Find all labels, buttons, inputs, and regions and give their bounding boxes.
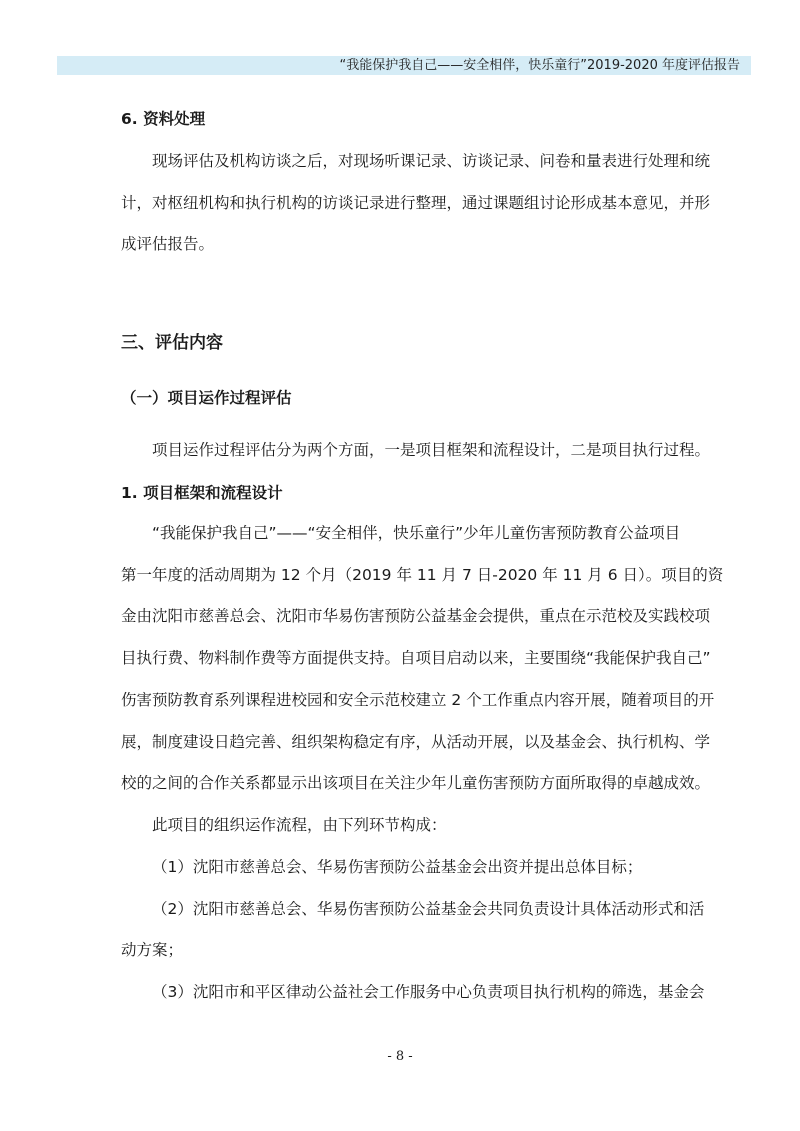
header-title: “我能保护我自己——安全相伴，快乐童行”2019-2020 年度评估报告 bbox=[339, 58, 740, 73]
body-line: 项目运作过程评估分为两个方面，一是项目框架和流程设计，二是项目执行过程。 bbox=[152, 441, 711, 459]
chapter-heading-evaluation-content: 三、评估内容 bbox=[121, 333, 223, 353]
body-line: 成评估报告。 bbox=[121, 235, 215, 253]
body-line: 计，对枢纽机构和执行机构的访谈记录进行整理，通过课题组讨论形成基本意见，并形 bbox=[121, 194, 711, 212]
sub-heading-framework-design: 1. 项目框架和流程设计 bbox=[121, 484, 283, 502]
body-line: “我能保护我自己”——“安全相伴，快乐童行”少年儿童伤害预防教育公益项目 bbox=[152, 524, 681, 542]
body-line: 金由沈阳市慈善总会、沈阳市华易伤害预防公益基金会提供，重点在示范校及实践校项 bbox=[121, 607, 711, 625]
page-number: - 8 - bbox=[387, 1049, 413, 1064]
list-item-step-2-continued: 动方案； bbox=[121, 941, 184, 959]
body-line: 目执行费、物料制作费等方面提供支持。自项目启动以来，主要围绕“我能保护我自己” bbox=[121, 649, 711, 667]
body-line: 此项目的组织运作流程，由下列环节构成： bbox=[152, 816, 447, 834]
body-line: 展，制度建设日趋完善、组织架构稳定有序，从活动开展，以及基金会、执行机构、学 bbox=[121, 733, 711, 751]
body-line: 第一年度的活动周期为 12 个月（2019 年 11 月 7 日-2020 年 11 月 6 日）。项目的资 bbox=[121, 566, 724, 584]
body-line: 伤害预防教育系列课程进校园和安全示范校建立 2 个工作重点内容开展，随着项目的开 bbox=[121, 691, 715, 709]
list-item-step-2: （2）沈阳市慈善总会、华易伤害预防公益基金会共同负责设计具体活动形式和活 bbox=[152, 900, 705, 918]
list-item-step-3: （3）沈阳市和平区律动公益社会工作服务中心负责项目执行机构的筛选，基金会 bbox=[152, 983, 705, 1001]
part-heading-process-evaluation: （一）项目运作过程评估 bbox=[121, 389, 292, 407]
body-line: 校的之间的合作关系都显示出该项目在关注少年儿童伤害预防方面所取得的卓越成效。 bbox=[121, 774, 711, 792]
section-heading-data-processing: 6. 资料处理 bbox=[121, 110, 206, 128]
body-line: 现场评估及机构访谈之后，对现场听课记录、访谈记录、问卷和量表进行处理和统 bbox=[152, 152, 711, 170]
list-item-step-1: （1）沈阳市慈善总会、华易伤害预防公益基金会出资并提出总体目标； bbox=[152, 858, 643, 876]
